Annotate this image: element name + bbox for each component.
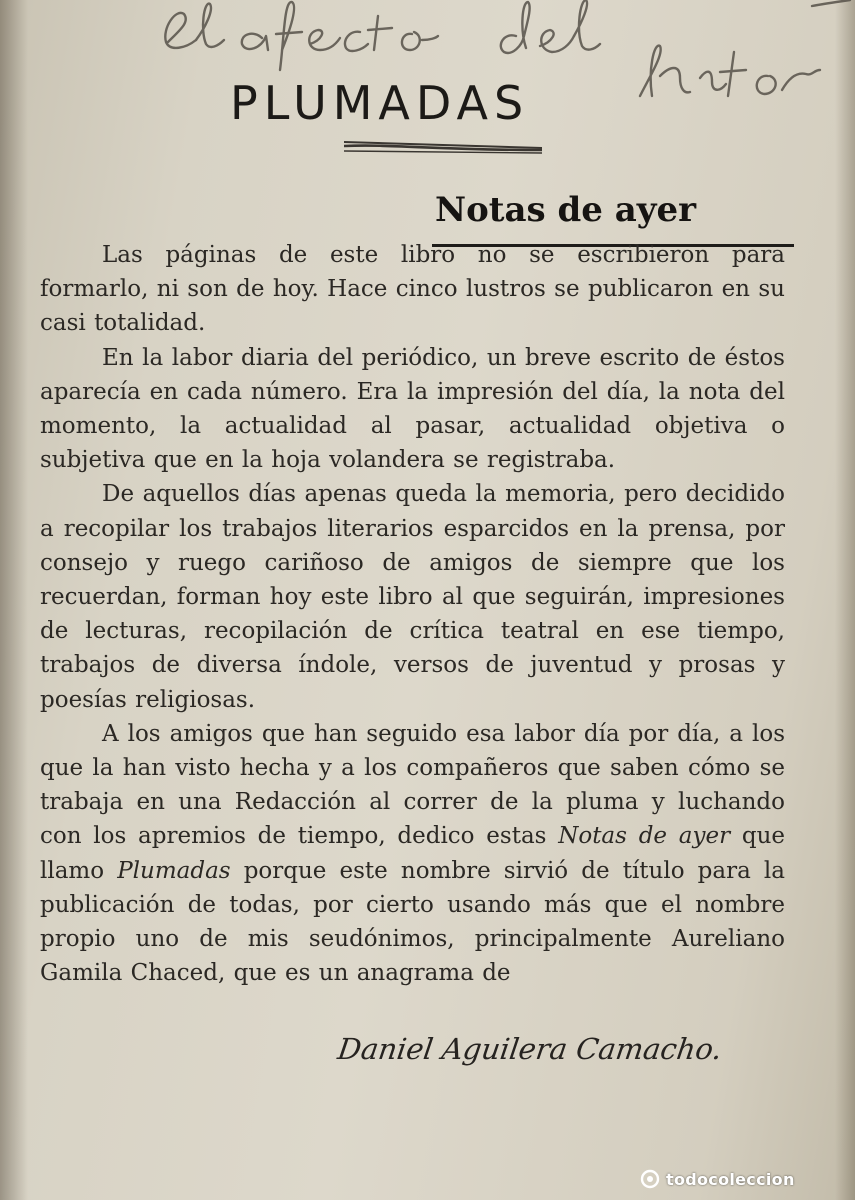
paragraph-1: Las páginas de este libro no se escribieron para formarlo, ni son de hoy. Hace cinco lustros se publicaron en su casi totalidad. — [40, 242, 785, 337]
page-edge-shadow — [835, 0, 855, 1200]
watermark-logo-icon — [640, 1169, 660, 1189]
binding-shadow — [0, 0, 28, 1200]
book-title: PLUMADAS — [230, 76, 530, 130]
paragraph-4-text-start: A los amigos que han seguido esa labor día por día, a los que la han visto hecha y a los compañeros que saben cómo se trabaja en una Redacción al correr de la pluma y luchando con los apremios de tiempo, dedico estas — [40, 720, 785, 850]
watermark — [640, 1166, 850, 1192]
author-signature: Daniel Aguilera Camacho. — [335, 1032, 725, 1066]
section-title: Notas de ayer — [435, 190, 697, 230]
italic-notas-de-ayer: Notas de ayer — [558, 823, 731, 850]
body-text — [40, 238, 785, 1018]
paragraph-2: En la labor diaria del periódico, un breve escrito de éstos aparecía en cada número. Era la impresión del día, la nota del momento, la actualidad al pasar, actualidad objetiva o subjetiva que en la hoja volandera se registraba. — [40, 344, 785, 474]
paragraph-4-text-end: porque este nombre sirvió de título para la publicación de todas, por cierto usando más que el nombre propio uno de mis seudónimos, principalmente Aureliano Gamila Chaced, que es un anagrama de — [40, 857, 785, 987]
paragraph-3: De aquellos días apenas queda la memoria, pero decidido a recopilar los trabajos literarios esparcidos en la prensa, por consejo y ruego cariñoso de amigos de siempre que los recuerdan, forman hoy este libro al que seguirán, impresiones de lecturas, recopilación de crítica teatral en ese tiempo, trabajos de diversa índole, versos de juventud y prosas y poesías religiosas. — [40, 481, 785, 713]
watermark-text: todocoleccion — [666, 1169, 795, 1189]
paragraph-4-text-middle: que llamo — [40, 823, 786, 884]
italic-plumadas: Plumadas — [117, 857, 231, 884]
paragraph-4 — [40, 717, 785, 991]
ornamental-rule — [344, 138, 542, 154]
